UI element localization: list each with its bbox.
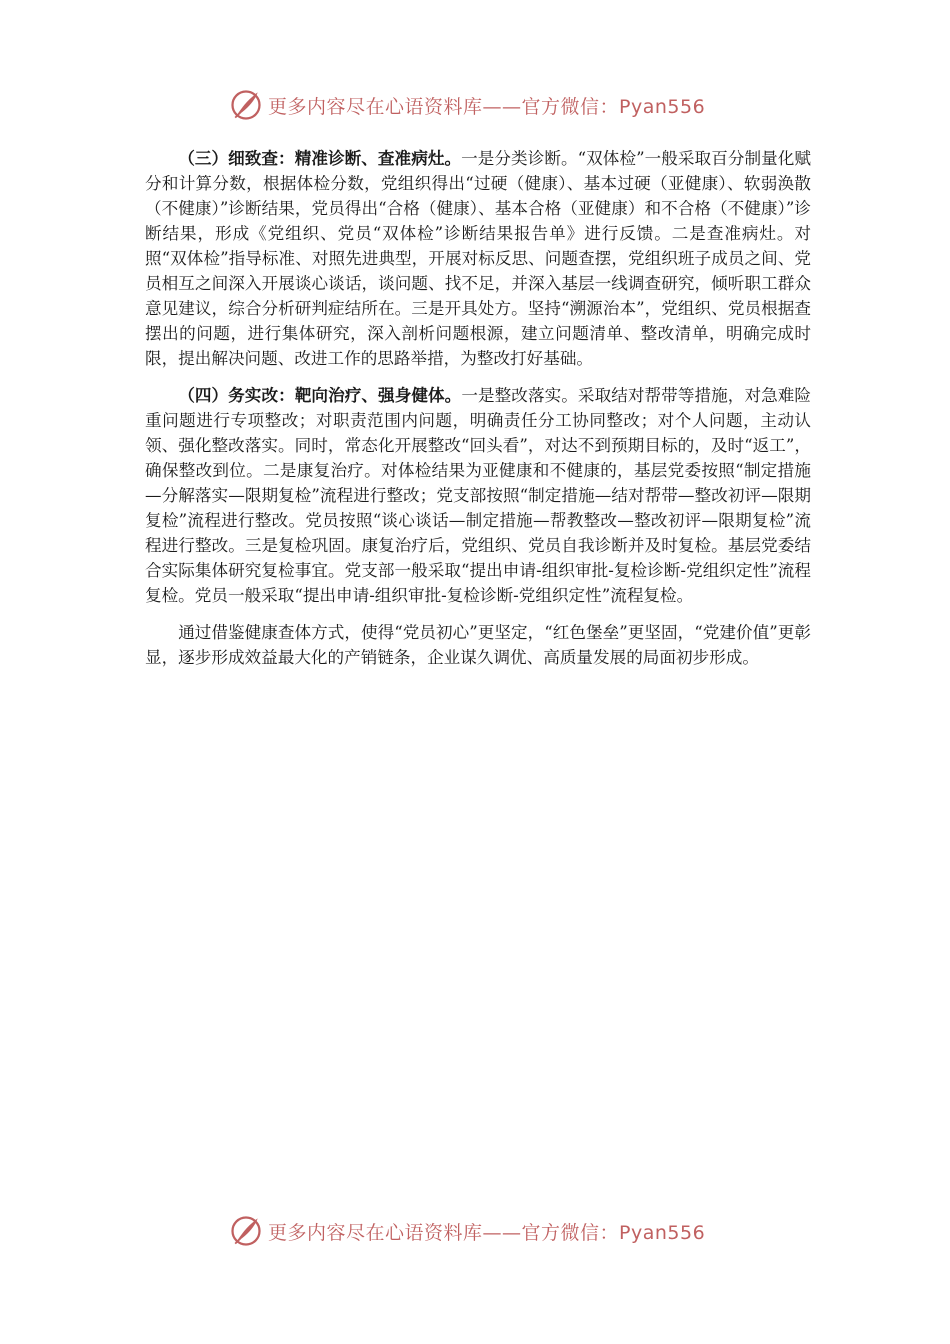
paragraph-section-3 xyxy=(145,146,811,371)
footer-banner xyxy=(0,1211,950,1251)
quill-logo-icon xyxy=(228,87,264,123)
paragraph-text: 通过借鉴健康查体方式，使得“党员初心”更坚定，“红色堡垒”更坚固，“党建价值”更彰显，逐步形成效益最大化的产销链条，企业谋久调优、高质量发展的局面初步形成。 xyxy=(145,623,811,667)
section-heading: （四）务实改：靶向治疗、强身健体。 xyxy=(178,386,462,405)
document-body xyxy=(145,146,811,682)
paragraph-section-4 xyxy=(145,383,811,608)
section-heading: （三）细致查：精准诊断、查准病灶。 xyxy=(178,149,462,168)
header-banner xyxy=(0,85,950,125)
paragraph-text: 一是分类诊断。“双体检”一般采取百分制量化赋分和计算分数，根据体检分数，党组织得出“过硬（健康）、基本过硬（亚健康）、软弱涣散（不健康）”诊断结果，党员得出“合格（健康）、基本合格（亚健康）和不合格（不健康）”诊断结果，形成《党组织、党员“双体检”诊断结果报告单》进行反馈。二是查准病灶。对照“双体检”指导标准、对照先进典型，开展对标反思、问题查摆，党组织班子成员之间、党员相互之间深入开展谈心谈话，谈问题、找不足，并深入基层一线调查研究，倾听职工群众意见建议，综合分析研判症结所在。三是开具处方。坚持“溯源治本”，党组织、党员根据查摆出的问题，进行集体研究，深入剖析问题根源，建立问题清单、整改清单，明确完成时限，提出解决问题、改进工作的思路举措，为整改打好基础。 xyxy=(145,149,812,368)
quill-logo-icon xyxy=(228,1213,264,1249)
banner-text: 更多内容尽在心语资料库——官方微信：Pyan556 xyxy=(268,95,706,118)
paragraph-conclusion xyxy=(145,620,811,670)
paragraph-text: 一是整改落实。采取结对帮带等措施，对急难险重问题进行专项整改；对职责范围内问题，明确责任分工协同整改；对个人问题，主动认领、强化整改落实。同时，常态化开展整改“回头看”，对达不到预期目标的，及时“返工”，确保整改到位。二是康复治疗。对体检结果为亚健康和不健康的，基层党委按照“制定措施—分解落实—限期复检”流程进行整改；党支部按照“制定措施—结对帮带—整改初评—限期复检”流程进行整改。党员按照“谈心谈话—制定措施—帮教整改—整改初评—限期复检”流程进行整改。三是复检巩固。康复治疗后，党组织、党员自我诊断并及时复检。基层党委结合实际集体研究复检事宜。党支部一般采取“提出申请-组织审批-复检诊断-党组织定性”流程复检。党员一般采取“提出申请-组织审批-复检诊断-党组织定性”流程复检。 xyxy=(145,386,812,605)
banner-text: 更多内容尽在心语资料库——官方微信：Pyan556 xyxy=(268,1221,706,1244)
